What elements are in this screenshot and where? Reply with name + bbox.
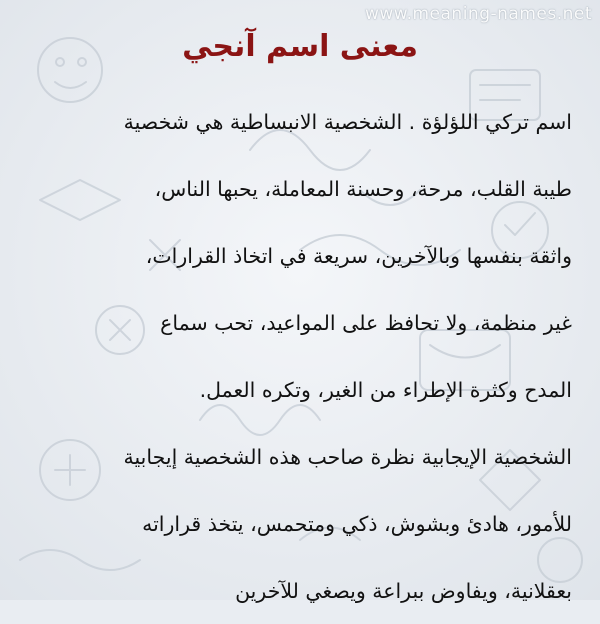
paragraph-line: اسم تركي اللؤلؤة . الشخصية الانبساطية هي شخصية	[123, 109, 572, 134]
paragraph-line: للأمور، هادئ وبشوش، ذكي ومتحمس، يتخذ قراراته	[142, 511, 572, 536]
meaning-paragraph	[28, 88, 572, 624]
paragraph-line: الشخصية الإيجابية نظرة صاحب هذه الشخصية إيجابية	[123, 444, 572, 469]
paragraph-line: طيبة القلب، مرحة، وحسنة المعاملة، يحبها الناس،	[154, 176, 572, 201]
site-watermark: www.meaning-names.net	[364, 4, 592, 24]
title-banner	[160, 26, 440, 68]
paragraph-line: بعقلانية، ويفاوض ببراعة ويصغي للآخرين	[235, 578, 572, 603]
paragraph-line: المدح وكثرة الإطراء من الغير، وتكره العمل.	[199, 377, 572, 402]
page-title: معنى اسم آنجي	[182, 29, 418, 64]
paragraph-line: واثقة بنفسها وبالآخرين، سريعة في اتخاذ القرارات،	[145, 243, 572, 268]
paragraph-line: غير منظمة، ولا تحافظ على المواعيد، تحب سماع	[160, 310, 572, 335]
